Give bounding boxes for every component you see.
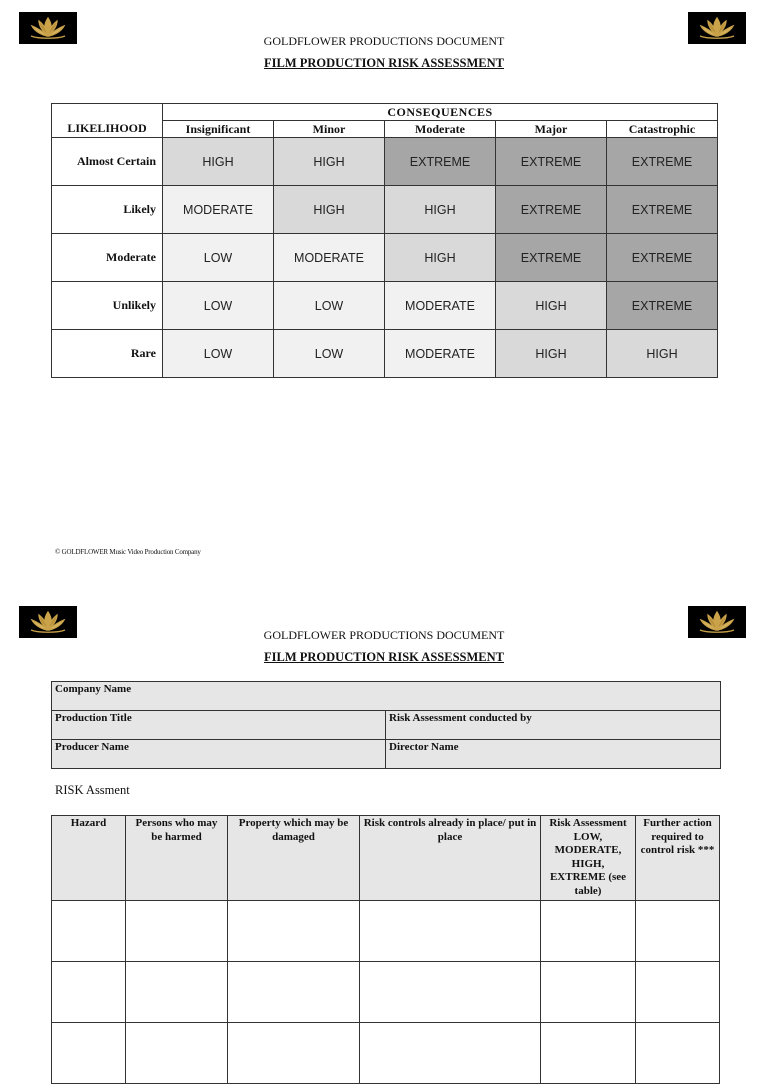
risk-assessment-table xyxy=(51,815,720,1084)
table-cell[interactable] xyxy=(636,962,720,1023)
table-cell[interactable] xyxy=(126,1023,228,1084)
table-cell[interactable] xyxy=(126,901,228,962)
document-title: FILM PRODUCTION RISK ASSESSMENT xyxy=(264,650,504,664)
risk-cell: MODERATE xyxy=(274,234,385,282)
row-header: Moderate xyxy=(52,234,163,282)
column-header: Insignificant xyxy=(163,121,274,138)
table-row xyxy=(52,1023,720,1084)
table-cell[interactable] xyxy=(52,1023,126,1084)
copyright-notice: © GOLDFLOWER Music Video Production Company xyxy=(55,548,201,556)
risk-cell: HIGH xyxy=(274,186,385,234)
table-cell[interactable] xyxy=(541,1023,636,1084)
director-name-field[interactable] xyxy=(386,740,721,769)
risk-level-header: Risk Assessment LOW, MODERATE, HIGH, EXTREME (see table) xyxy=(541,816,636,901)
risk-cell: MODERATE xyxy=(385,282,496,330)
risk-cell: LOW xyxy=(163,330,274,378)
risk-cell: EXTREME xyxy=(496,138,607,186)
table-cell[interactable] xyxy=(541,901,636,962)
risk-cell: HIGH xyxy=(385,186,496,234)
table-cell[interactable] xyxy=(541,962,636,1023)
table-cell[interactable] xyxy=(360,1023,541,1084)
risk-cell: MODERATE xyxy=(163,186,274,234)
table-cell[interactable] xyxy=(636,1023,720,1084)
risk-section-label: RISK Assment xyxy=(55,783,130,797)
likelihood-header: LIKELIHOOD xyxy=(52,104,163,138)
matrix-row xyxy=(52,282,718,330)
risk-cell: HIGH xyxy=(385,234,496,282)
risk-cell: LOW xyxy=(163,282,274,330)
risk-cell: EXTREME xyxy=(607,138,718,186)
table-cell[interactable] xyxy=(636,901,720,962)
matrix-row xyxy=(52,138,718,186)
risk-matrix xyxy=(51,103,718,378)
producer-name-field[interactable] xyxy=(52,740,386,769)
row-header: Unlikely xyxy=(52,282,163,330)
table-cell[interactable] xyxy=(126,962,228,1023)
column-header: Moderate xyxy=(385,121,496,138)
table-cell[interactable] xyxy=(228,1023,360,1084)
table-header-row xyxy=(52,816,720,901)
persons-header: Persons who may be harmed xyxy=(126,816,228,901)
risk-cell: LOW xyxy=(274,330,385,378)
conducted-by-field[interactable] xyxy=(386,711,721,740)
property-header: Property which may be damaged xyxy=(228,816,360,901)
matrix-row xyxy=(52,186,718,234)
production-title-label: Production Title xyxy=(55,712,132,724)
risk-cell: EXTREME xyxy=(607,186,718,234)
controls-header: Risk controls already in place/ put in place xyxy=(360,816,541,901)
risk-cell: MODERATE xyxy=(385,330,496,378)
hazard-header: Hazard xyxy=(52,816,126,901)
further-action-header: Further action required to control risk *** xyxy=(636,816,720,901)
director-name-label: Director Name xyxy=(389,741,459,753)
risk-cell: LOW xyxy=(274,282,385,330)
row-header: Almost Certain xyxy=(52,138,163,186)
document-header: GOLDFLOWER PRODUCTIONS DOCUMENT xyxy=(263,628,505,642)
table-cell[interactable] xyxy=(228,962,360,1023)
risk-cell: EXTREME xyxy=(385,138,496,186)
risk-cell: EXTREME xyxy=(607,234,718,282)
consequences-header: CONSEQUENCES xyxy=(163,104,718,121)
table-cell[interactable] xyxy=(360,901,541,962)
document-header: GOLDFLOWER PRODUCTIONS DOCUMENT xyxy=(263,34,505,48)
company-name-field[interactable] xyxy=(52,682,721,711)
row-header: Rare xyxy=(52,330,163,378)
risk-cell: LOW xyxy=(163,234,274,282)
matrix-row xyxy=(52,234,718,282)
table-cell[interactable] xyxy=(228,901,360,962)
row-header: Likely xyxy=(52,186,163,234)
column-header: Major xyxy=(496,121,607,138)
production-title-field[interactable] xyxy=(52,711,386,740)
table-cell[interactable] xyxy=(360,962,541,1023)
risk-cell: EXTREME xyxy=(496,186,607,234)
producer-name-label: Producer Name xyxy=(55,741,129,753)
production-info-form xyxy=(51,681,721,769)
company-name-label: Company Name xyxy=(55,683,132,695)
table-cell[interactable] xyxy=(52,962,126,1023)
matrix-row xyxy=(52,330,718,378)
risk-cell: HIGH xyxy=(607,330,718,378)
risk-cell: EXTREME xyxy=(607,282,718,330)
risk-cell: EXTREME xyxy=(496,234,607,282)
risk-cell: HIGH xyxy=(163,138,274,186)
document-title: FILM PRODUCTION RISK ASSESSMENT xyxy=(264,56,504,70)
conducted-by-label: Risk Assessment conducted by xyxy=(389,712,532,724)
risk-cell: HIGH xyxy=(274,138,385,186)
column-header: Minor xyxy=(274,121,385,138)
risk-cell: HIGH xyxy=(496,282,607,330)
table-cell[interactable] xyxy=(52,901,126,962)
column-header: Catastrophic xyxy=(607,121,718,138)
table-row xyxy=(52,901,720,962)
risk-cell: HIGH xyxy=(496,330,607,378)
table-row xyxy=(52,962,720,1023)
